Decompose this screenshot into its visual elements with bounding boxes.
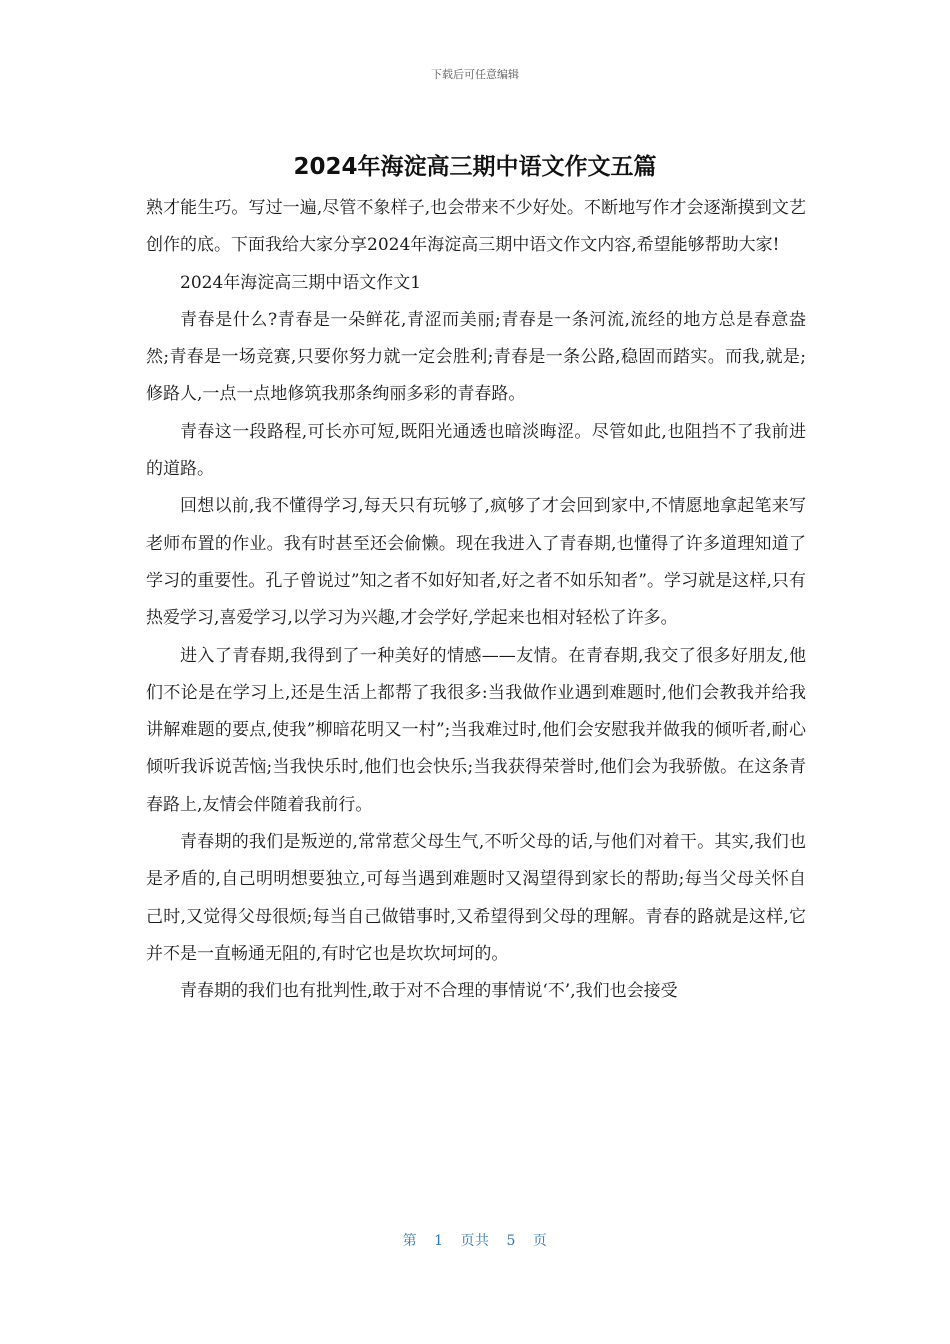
document-title: 2024年海淀高三期中语文作文五篇 xyxy=(293,154,657,180)
page-footer xyxy=(0,1230,950,1250)
essay-heading: 2024年海淀高三期中语文作文1 xyxy=(180,272,422,293)
current-page-number: 1 xyxy=(434,1233,444,1249)
body-paragraph: 青春期的我们是叛逆的,常常惹父母生气,不听父母的话,与他们对着干。其实,我们也是矛盾的,自己明明想要独立,可每当遇到难题时又渴望得到家长的帮助;每当父母关怀自己时,又觉得父母很烦;每当自己做错事时,又希望得到父母的理解。青春的路就是这样,它并不是一直畅通无阻的,有时它也是坎坎坷坷的。 xyxy=(146,832,806,964)
page-label-prefix: 第 xyxy=(402,1233,418,1249)
document-body xyxy=(146,190,806,1011)
intro-paragraph: 熟才能生巧。写过一遍,尽管不象样子,也会带来不少好处。不断地写作才会逐渐摸到文艺创作的底。下面我给大家分享2024年海淀高三期中语文作文内容,希望能够帮助大家! xyxy=(146,198,806,256)
body-paragraph: 进入了青春期,我得到了一种美好的情感——友情。在青春期,我交了很多好朋友,他们不论是在学习上,还是生活上都帮了我很多:当我做作业遇到难题时,他们会教我并给我讲解难题的要点,使我”柳暗花明又一村”;当我难过时,他们会安慰我并做我的倾听者,耐心倾听我诉说苦恼;当我快乐时,他们也会快乐;当我获得荣誉时,他们会为我骄傲。在这条青春路上,友情会伴随着我前行。 xyxy=(146,645,806,815)
body-paragraph: 回想以前,我不懂得学习,每天只有玩够了,疯够了才会回到家中,不情愿地拿起笔来写老师布置的作业。我有时甚至还会偷懒。现在我进入了青春期,也懂得了许多道理知道了学习的重要性。孔子曾说过”知之者不如好知者,好之者不如乐知者”。学习就是这样,只有热爱学习,喜爱学习,以学习为兴趣,才会学好,学起来也相对轻松了许多。 xyxy=(146,496,806,629)
header-note: 下载后可任意编辑 xyxy=(431,68,519,81)
page-label-middle: 页共 xyxy=(460,1233,490,1249)
page-label-suffix: 页 xyxy=(532,1233,548,1249)
body-paragraph: 青春是什么?青春是一朵鲜花,青涩而美丽;青春是一条河流,流经的地方总是春意盎然;青春是一场竞赛,只要你努力就一定会胜利;青春是一条公路,稳固而踏实。而我,就是;修路人,一点一点地修筑我那条绚丽多彩的青春路。 xyxy=(146,309,806,405)
body-paragraph: 青春这一段路程,可长亦可短,既阳光通透也暗淡晦涩。尽管如此,也阻挡不了我前进的道路。 xyxy=(146,421,806,480)
body-paragraph: 青春期的我们也有批判性,敢于对不合理的事情说‘不’,我们也会接受 xyxy=(180,981,678,1002)
total-pages-number: 5 xyxy=(506,1233,516,1249)
